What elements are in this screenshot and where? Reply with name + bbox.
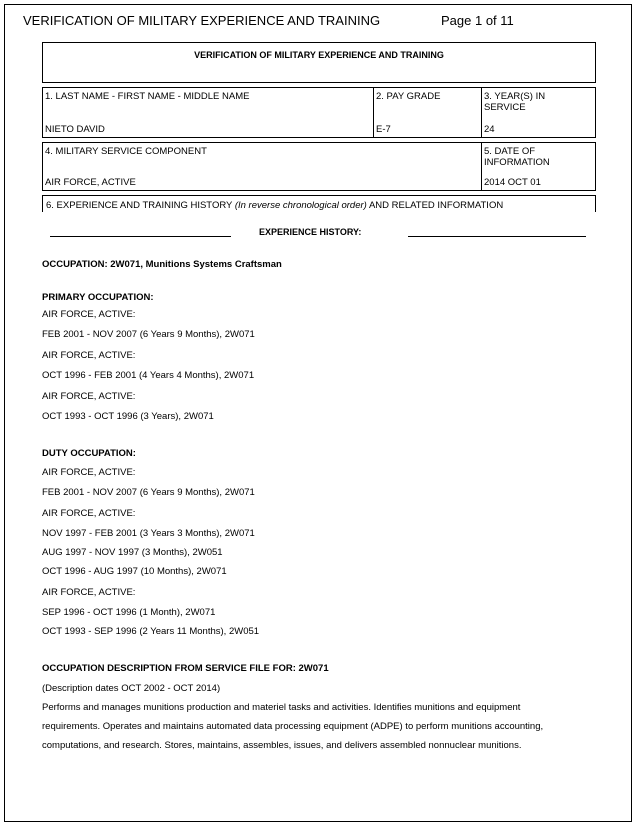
section-6-suffix: AND RELATED INFORMATION [366,200,504,211]
pay-grade-cell [373,87,481,138]
date-info-cell [481,142,596,191]
description-line: requirements. Operates and maintains automated data processing equipment (ADPE) to perform munitions accounting, [42,721,544,732]
component-value: AIR FORCE, ACTIVE [45,177,136,188]
primary-line: OCT 1996 - FEB 2001 (4 Years 4 Months), 2W071 [42,370,255,381]
duty-line: OCT 1993 - SEP 1996 (2 Years 11 Months), 2W051 [42,626,260,637]
duty-line: NOV 1997 - FEB 2001 (3 Years 3 Months), 2W071 [42,528,255,539]
date-info-label [484,146,550,168]
header-title: VERIFICATION OF MILITARY EXPERIENCE AND TRAINING [23,13,381,28]
years-value: 24 [484,124,495,135]
name-value: NIETO DAVID [45,124,105,135]
section-6-prefix: 6. EXPERIENCE AND TRAINING HISTORY [46,200,235,211]
date-info-label-line-2: INFORMATION [484,157,550,168]
date-info-value: 2014 OCT 01 [484,177,541,188]
years-label-line-1: 3. YEAR(S) IN [484,91,546,102]
duty-line: AIR FORCE, ACTIVE: [42,467,136,478]
description-line: Performs and manages munitions production and materiel tasks and activities. Identifies munitions and equipment [42,702,521,713]
heading-rule-left [50,236,231,237]
duty-line: AUG 1997 - NOV 1997 (3 Months), 2W051 [42,547,223,558]
name-label: 1. LAST NAME - FIRST NAME - MIDDLE NAME [45,91,250,102]
experience-history-heading: EXPERIENCE HISTORY: [259,227,362,237]
duty-line: AIR FORCE, ACTIVE: [42,587,136,598]
years-label [484,91,545,113]
duty-line: SEP 1996 - OCT 1996 (1 Month), 2W071 [42,607,216,618]
years-label-line-2: SERVICE [484,102,526,113]
pay-grade-value: E-7 [376,124,391,135]
primary-line: FEB 2001 - NOV 2007 (6 Years 9 Months), 2W071 [42,329,255,340]
primary-line: AIR FORCE, ACTIVE: [42,391,136,402]
years-cell [481,87,596,138]
duty-occupation-heading: DUTY OCCUPATION: [42,448,136,459]
description-heading: OCCUPATION DESCRIPTION FROM SERVICE FILE FOR: 2W071 [42,663,329,674]
name-cell [42,87,373,138]
description-line: computations, and research. Stores, maintains, assembles, issues, and delivers assembled nonnuclear munitions. [42,740,522,751]
primary-line: OCT 1993 - OCT 1996 (3 Years), 2W071 [42,411,214,422]
page-indicator: Page 1 of 11 [441,13,514,28]
component-label: 4. MILITARY SERVICE COMPONENT [45,146,207,157]
primary-occupation-heading: PRIMARY OCCUPATION: [42,292,154,303]
primary-line: AIR FORCE, ACTIVE: [42,350,136,361]
duty-line: FEB 2001 - NOV 2007 (6 Years 9 Months), 2W071 [42,487,255,498]
primary-line: AIR FORCE, ACTIVE: [42,309,136,320]
description-dates: (Description dates OCT 2002 - OCT 2014) [42,683,221,694]
component-cell [42,142,481,191]
form-title: VERIFICATION OF MILITARY EXPERIENCE AND TRAINING [42,42,596,83]
section-6-italic: (In reverse chronological order) [234,200,367,211]
pay-grade-label: 2. PAY GRADE [376,91,441,102]
duty-line: OCT 1996 - AUG 1997 (10 Months), 2W071 [42,566,227,577]
duty-line: AIR FORCE, ACTIVE: [42,508,136,519]
section-6-header [42,195,596,212]
occupation-title: OCCUPATION: 2W071, Munitions Systems Craftsman [42,259,282,270]
heading-rule-right [408,236,586,237]
date-info-label-line-1: 5. DATE OF [484,146,536,157]
